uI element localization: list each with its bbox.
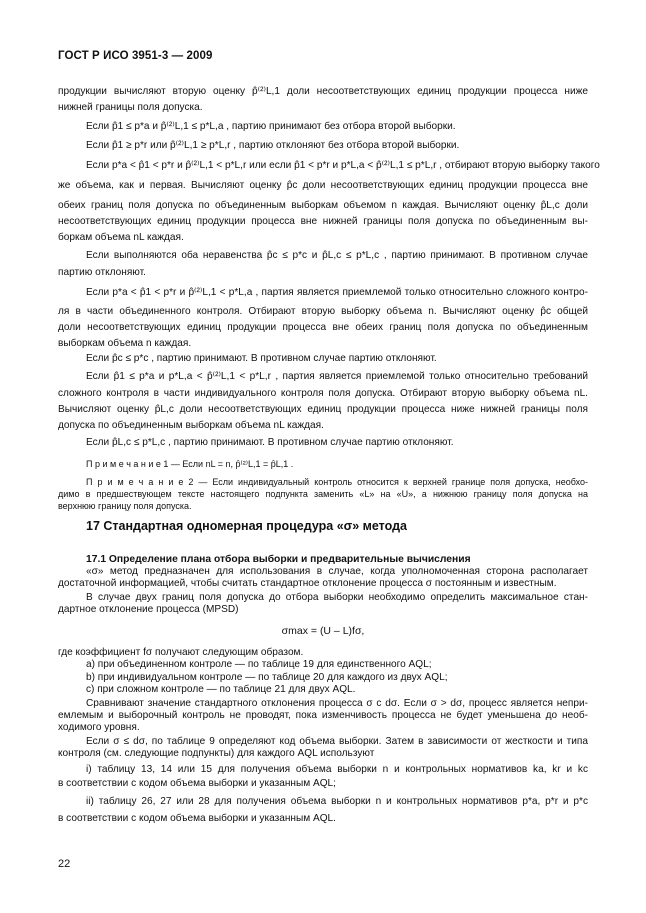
text-line: обеих границ поля допуска по объединенным выборкам объемом n каждая. Вычисляют оценку p̂L,c доли — [58, 200, 588, 211]
text-line: Если выполняются оба неравенства p̂c ≤ p*c и p̂L,c ≤ p*L,c , партию принимают. В противном случае — [86, 250, 588, 261]
list-item: ii) таблицу 26, 27 или 28 для получения объема выборки n и контрольных нормативов p*a, p*r и p*c — [86, 796, 588, 807]
note-line: П р и м е ч а н и е 1 — Если nL = n, p̂⁽²⁾L,1 = p̂L,1 . — [86, 459, 294, 469]
text-line: контроля (см. следующие подпункты) для каждого AQL используют — [58, 748, 375, 759]
text-line: боркам объема nL каждая. — [58, 232, 184, 243]
text-line: Если p*a < p̂1 < p*r и p̂⁽²⁾L,1 < p*L,a , партия является приемлемой только относительно сложного контро- — [86, 287, 588, 298]
text-line: доли несоответствующих единиц продукции процесса вне обеих границ поля допуска по объединенным — [58, 322, 588, 333]
text-line: несоответствующих единиц продукции процесса вне нижней границы поля допуска по объединенным вы- — [58, 216, 588, 227]
list-item: a) при объединенном контроле — по таблице 19 для единственного AQL; — [86, 659, 432, 670]
text-line: Если p*a < p̂1 < p*r и p̂⁽²⁾L,1 < p*L,r или если p̂1 < p*r и p*L,a < p̂⁽²⁾L,1 ≤ p*L,r , отбирают вторую выборку такого — [86, 160, 600, 171]
text-line: Вычисляют оценку p̂L,c доли несоответствующих единиц продукции процесса ниже нижней границы поля — [58, 404, 588, 415]
section-title: 17 Стандартная одномерная процедура «σ» метода — [86, 519, 407, 533]
text-line: в соответствии с кодом объема выборки и указанным AQL; — [58, 778, 336, 789]
note-line: верхнюю границу поля допуска. — [58, 501, 192, 511]
text-line: сложного контроля в части индивидуального контроля поля допуска. Отбирают вторую выборку объема nL. — [58, 388, 588, 399]
text-line: допуска по объединенным выборкам объема nL каждая. — [58, 420, 324, 431]
text-line: продукции вычисляют вторую оценку p̂⁽²⁾L,1 доли несоответствующих единиц продукции процесса ниже — [58, 86, 588, 97]
list-item: i) таблицу 13, 14 или 15 для получения объема выборки n и контрольных нормативов ka, kr и kc — [86, 764, 588, 775]
text-line: Сравнивают значение стандартного отклонения процесса σ с dσ. Если σ > dσ, процесс является непри- — [86, 698, 588, 709]
text-line: Если p̂1 ≥ p*r или p̂⁽²⁾L,1 ≥ p*L,r , партию отклоняют без отбора второй выборки. — [86, 140, 460, 151]
note-line: димо в предшествующем тексте настоящего подпункта заменить «L» на «U», а нижнюю границу поля допуска на — [58, 489, 588, 499]
text-line: где коэффициент fσ получают следующим образом. — [58, 647, 304, 658]
text-line: Если p̂1 ≤ p*a и p̂⁽²⁾L,1 ≤ p*L,a , партию принимают без отбора второй выборки. — [86, 121, 456, 132]
list-item: b) при индивидуальном контроле — по таблице 20 для каждого из двух AQL; — [86, 672, 448, 683]
text-line: «σ» метод предназначен для использования в случае, когда уполномоченная сторона располагает — [86, 566, 588, 577]
text-line: же объема, как и первая. Вычисляют оценку p̂c доли несоответствующих единиц продукции процесса вне — [58, 180, 588, 191]
text-line: ходимого уровня. — [58, 722, 140, 733]
text-line: выборкам объема n каждая. — [58, 338, 192, 349]
text-line: дартное отклонение процесса (MPSD) — [58, 604, 239, 615]
text-line: Если σ ≤ dσ, по таблице 9 определяют код объема выборки. Затем в зависимости от жесткости и типа — [86, 736, 588, 747]
document-header: ГОСТ Р ИСО 3951-3 — 2009 — [58, 50, 213, 62]
text-line: ля в части объединенного контроля. Отбирают вторую выборку объема n. Вычисляют оценку p̂c общей — [58, 306, 588, 317]
text-line: партию отклоняют. — [58, 267, 146, 278]
text-line: Если p̂1 ≤ p*a и p*L,a < p̂⁽²⁾L,1 < p*L,r , партия является приемлемой только относительно требований — [86, 371, 588, 382]
text-line: емлемым и выборочный контроль не проводят, пока изменчивость процесса не будет уменьшена до необ- — [58, 710, 588, 721]
subsection-title: 17.1 Определение плана отбора выборки и предварительные вычисления — [86, 554, 471, 565]
text-line: в соответствии с кодом объема выборки и указанным AQL. — [58, 813, 336, 824]
text-line: нижней границы поля допуска. — [58, 102, 203, 113]
text-line: достаточной информацией, чтобы считать стандартное отклонение процесса σ постоянным и известным. — [58, 578, 557, 589]
page-number: 22 — [58, 858, 71, 870]
text-line: Если p̂L,c ≤ p*L,c , партию принимают. В противном случае партию отклоняют. — [86, 437, 454, 448]
note-line: П р и м е ч а н и е 2 — Если индивидуальный контроль относится к верхней границе поля допуска, необхо- — [86, 477, 588, 487]
formula: σmax = (U – L)fσ, — [281, 625, 365, 637]
list-item: c) при сложном контроле — по таблице 21 для двух AQL. — [86, 684, 356, 695]
text-line: В случае двух границ поля допуска до отбора выборки необходимо определить максимальное стан- — [86, 592, 588, 603]
text-line: Если p̂c ≤ p*c , партию принимают. В противном случае партию отклоняют. — [86, 353, 437, 364]
